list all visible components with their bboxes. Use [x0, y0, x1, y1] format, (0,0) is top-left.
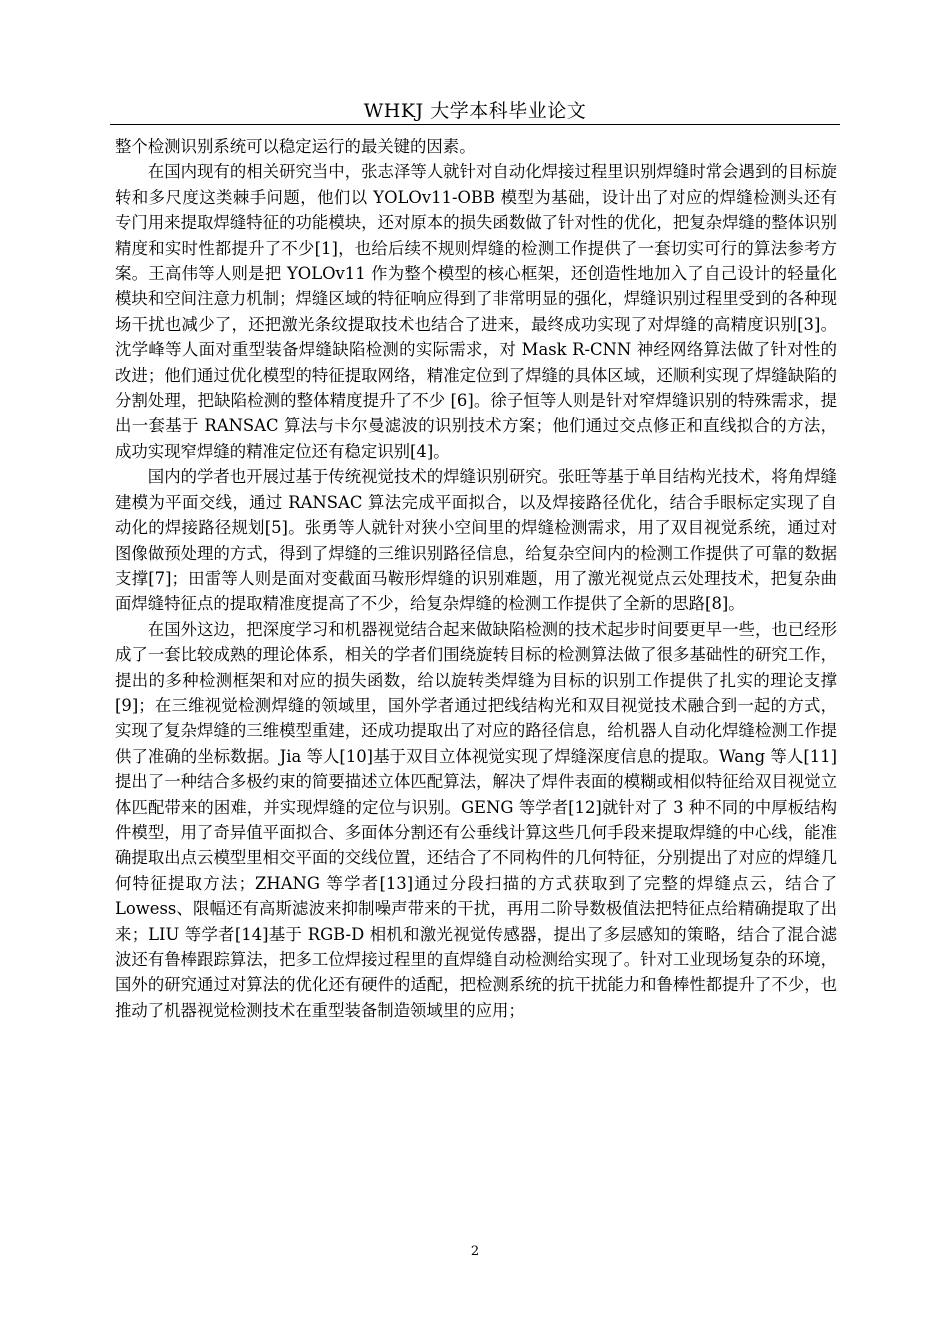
running-header: WHKJ 大学本科毕业论文: [363, 100, 587, 122]
header-rule: [110, 124, 840, 125]
paragraph: 在国内现有的相关研究当中，张志泽等人就针对自动化焊接过程里识别焊缝时常会遇到的目标旋转和多尺度这类棘手问题，他们以 YOLOv11-OBB 模型为基础，设计出了对应的焊缝检测头还有专门用来提取焊缝特征的功能模块，还对原本的损失函数做了针对性的优化，把复杂焊缝的整体识别精度和实时性都提升了不少[1]，也给后续不规则焊缝的检测工作提供了一套切实可行的算法参考方案。王高伟等人则是把 YOLOv11 作为整个模型的核心框架，还创造性地加入了自己设计的轻量化模块和空间注意力机制；焊缝区域的特征响应得到了非常明显的强化，焊缝识别过程里受到的各种现场干扰也减少了，还把激光条纹提取技术也结合了进来，最终成功实现了对焊缝的高精度识别[3]。沈学峰等人面对重型装备焊缝缺陷检测的实际需求，对 Mask R-CNN 神经网络算法做了针对性的改进；他们通过优化模型的特征提取网络，精准定位到了焊缝的具体区域，还顺利实现了焊缝缺陷的分割处理，把缺陷检测的整体精度提升了不少 [6]。徐子恒等人则是针对窄焊缝识别的特殊需求，提出一套基于 RANSAC 算法与卡尔曼滤波的识别技术方案；他们通过交点修正和直线拟合的方法，成功实现窄焊缝的精准定位还有稳定识别[4]。: [115, 162, 837, 461]
page-number: 2: [470, 1244, 480, 1259]
paragraph: 在国外这边，把深度学习和机器视觉结合起来做缺陷检测的技术起步时间要更早一些，也已经形成了一套比较成熟的理论体系，相关的学者们围绕旋转目标的检测算法做了很多基础性的研究工作，提出的多种检测框架和对应的损失函数，给以旋转类焊缝为目标的识别工作提供了扎实的理论支撑[9]；在三维视觉检测焊缝的领域里，国外学者通过把线结构光和双目视觉技术融合到一起的方式，实现了复杂焊缝的三维模型重建，还成功提取出了对应的路径信息，给机器人自动化焊缝检测工作提供了准确的坐标数据。Jia 等人[10]基于双目立体视觉实现了焊缝深度信息的提取。Wang 等人[11]提出了一种结合多极约束的简要描述立体匹配算法，解决了焊件表面的模糊或相似特征给双目视觉立体匹配带来的困难，并实现焊缝的定位与识别。GENG 等学者[12]就针对了 3 种不同的中厚板结构件模型，用了奇异值平面拟合、多面体分割还有公垂线计算这些几何手段来提取焊缝的中心线，能准确提取出点云模型里相交平面的交线位置，还结合了不同构件的几何特征，分别提出了对应的焊缝几何特征提取方法；ZHANG 等学者[13]通过分段扫描的方式获取到了完整的焊缝点云，结合了 Lowess、限幅还有高斯滤波来抑制噪声带来的干扰，再用二阶导数极值法把特征点给精确提取了出来；LIU 等学者[14]基于 RGB-D 相机和激光视觉传感器，提出了多层感知的策略，结合了混合滤波还有鲁棒跟踪算法，把多工位焊接过程里的直焊缝自动检测给实现了。针对工业现场复杂的环境，国外的研究通过对算法的优化还有硬件的适配，把检测系统的抗干扰能力和鲁棒性都提升了不少，也推动了机器视觉检测技术在重型装备制造领域里的应用；: [115, 619, 837, 1020]
paragraph: 国内的学者也开展过基于传统视觉技术的焊缝识别研究。张旺等基于单目结构光技术，将角焊缝建模为平面交线，通过 RANSAC 算法完成平面拟合，以及焊接路径优化，结合手眼标定实现了自动化的焊接路径规划[5]。张勇等人就针对狭小空间里的焊缝检测需求，用了双目视觉系统，通过对图像做预处理的方式，得到了焊缝的三维识别路径信息，给复杂空间内的检测工作提供了可靠的数据支撑[7]；田雷等人则是面对变截面马鞍形焊缝的识别难题，用了激光视觉点云处理技术，把复杂曲面焊缝特征点的提取精准度提高了不少，给复杂焊缝的检测工作提供了全新的思路[8]。: [115, 467, 837, 614]
paragraph: 整个检测识别系统可以稳定运行的最关键的因素。: [115, 137, 476, 156]
body-text: [115, 134, 837, 1023]
